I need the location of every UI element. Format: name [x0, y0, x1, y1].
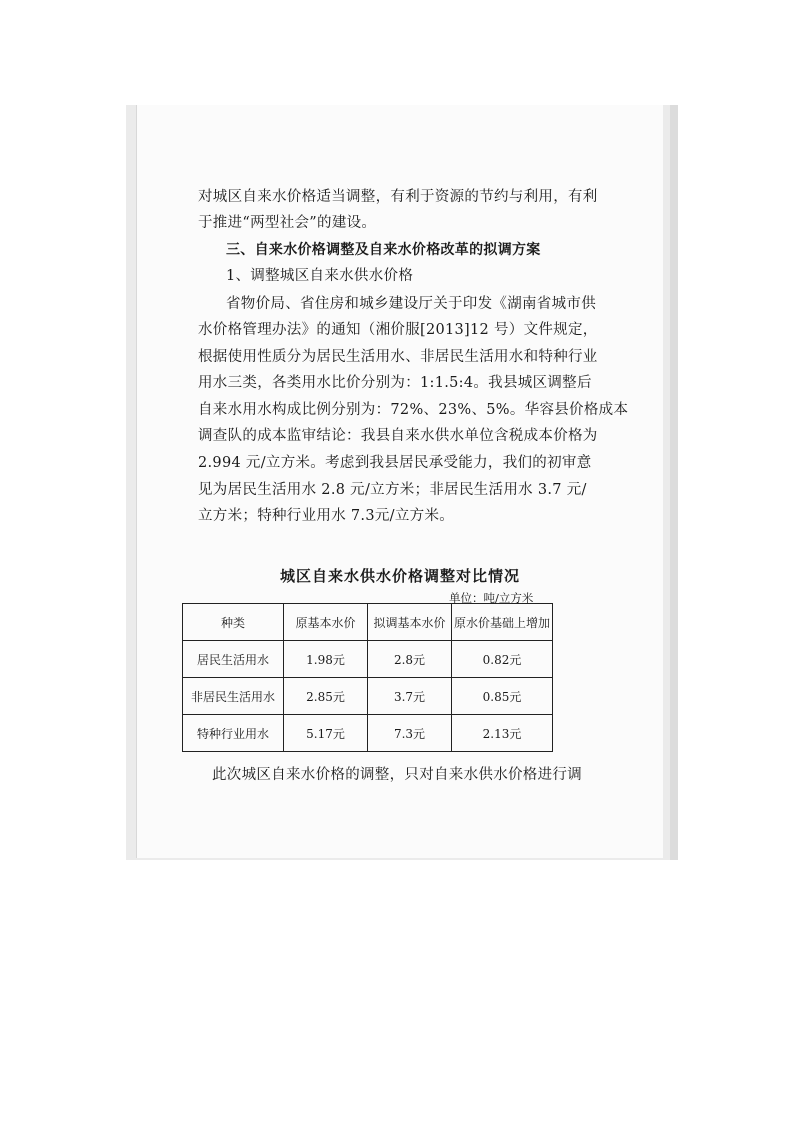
- paragraph-line: 此次城区自来水价格的调整，只对自来水供水价格进行调: [212, 767, 582, 783]
- paragraph-line: 自来水用水构成比例分别为：72%、23%、5%。华容县价格成本: [198, 402, 629, 418]
- table-row: [183, 678, 553, 715]
- table-title: 城区自来水供水价格调整对比情况: [279, 567, 520, 585]
- paragraph-line: 立方米；特种行业用水 7.3元/立方米。: [198, 508, 455, 524]
- table-cell: 7.3元: [368, 715, 452, 752]
- table-cell: 3.7元: [368, 678, 452, 715]
- table-header-row: [183, 604, 553, 641]
- table-unit: 单位：吨/立方米: [449, 591, 534, 605]
- paragraph-line: 见为居民生活用水 2.8 元/立方米；非居民生活用水 3.7 元/: [198, 482, 587, 498]
- scanned-page: [126, 105, 670, 860]
- table-cell: 2.13元: [452, 715, 553, 752]
- table-row: [183, 715, 553, 752]
- table-cell: 2.85元: [284, 678, 368, 715]
- table-cell: 非居民生活用水: [183, 678, 284, 715]
- table-cell: 0.85元: [452, 678, 553, 715]
- table-cell: 特种行业用水: [183, 715, 284, 752]
- table-cell: 5.17元: [284, 715, 368, 752]
- paragraph-line: 2.994 元/立方米。考虑到我县居民承受能力，我们的初审意: [198, 455, 592, 471]
- paragraph-line: 根据使用性质分为居民生活用水、非居民生活用水和特种行业: [198, 349, 598, 365]
- paragraph-line: 省物价局、省住房和城乡建设厅关于印发《湖南省城市供: [226, 296, 596, 312]
- table-cell: 2.8元: [368, 641, 452, 678]
- table-cell: 居民生活用水: [183, 641, 284, 678]
- paragraph-line: 水价格管理办法》的通知（湘价服[2013]12 号）文件规定，: [198, 322, 598, 338]
- subsection-heading: 1、调整城区自来水供水价格: [226, 268, 414, 284]
- page-edge: [670, 105, 678, 860]
- header-cell: 原水价基础上增加: [452, 604, 553, 641]
- document-sheet: [136, 105, 663, 858]
- header-cell: 种类: [183, 604, 284, 641]
- table-cell: 0.82元: [452, 641, 553, 678]
- table-row: [183, 641, 553, 678]
- paragraph-line: 用水三类，各类用水比价分别为：1:1.5:4。我县城区调整后: [198, 375, 592, 391]
- paragraph-line: 调查队的成本监审结论：我县自来水供水单位含税成本价格为: [198, 428, 598, 444]
- table-cell: 1.98元: [284, 641, 368, 678]
- paragraph-line: 于推进“两型社会”的建设。: [198, 215, 377, 231]
- header-cell: 拟调基本水价: [368, 604, 452, 641]
- section-heading: 三、自来水价格调整及自来水价格改革的拟调方案: [226, 242, 541, 258]
- price-comparison-table: [182, 603, 553, 752]
- header-cell: 原基本水价: [284, 604, 368, 641]
- paragraph-line: 对城区自来水价格适当调整，有利于资源的节约与利用，有利: [198, 189, 598, 205]
